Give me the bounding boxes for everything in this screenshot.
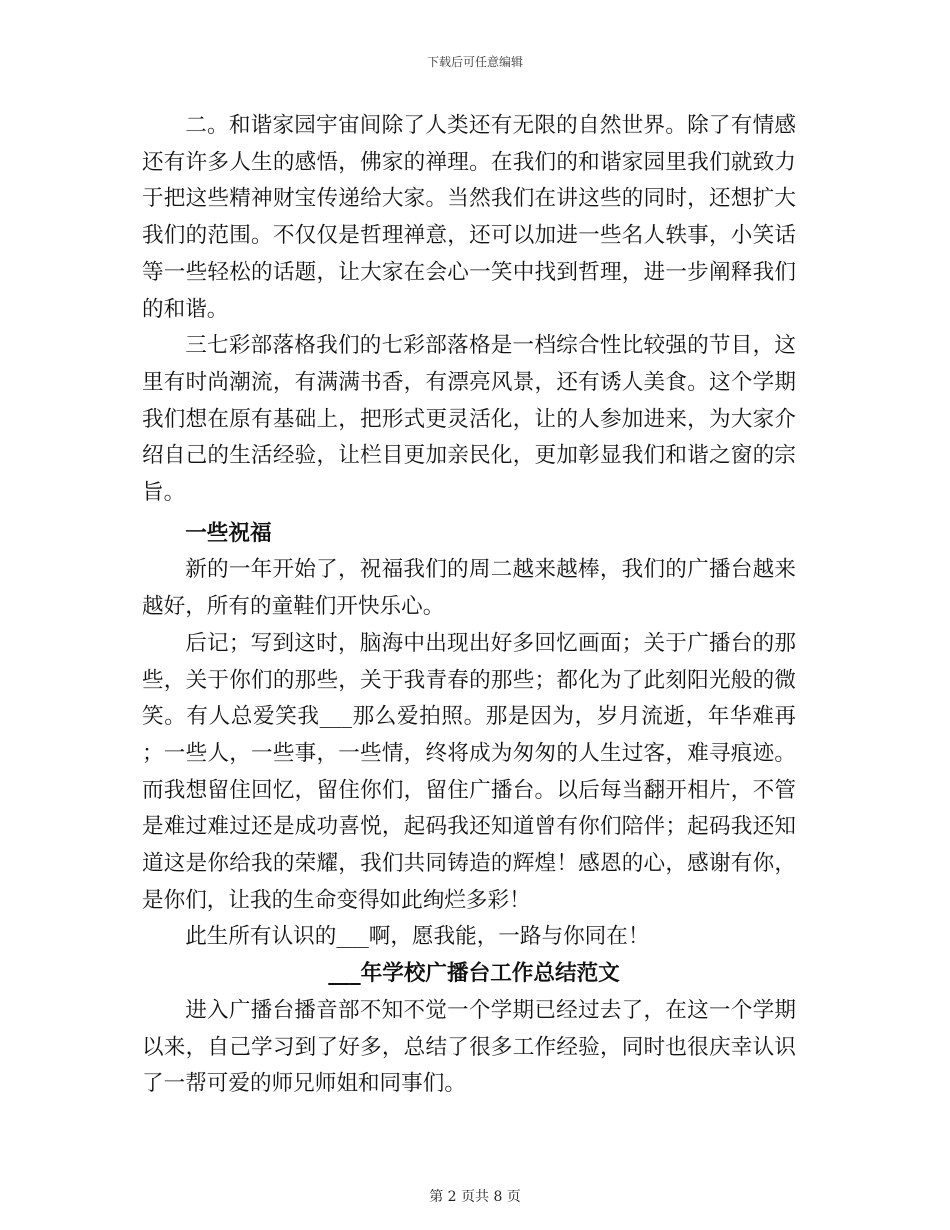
paragraph-intro: 进入广播台播音部不知不觉一个学期已经过去了，在这一个学期以来，自己学习到了好多，总结了很多工作经验，同时也很庆幸认识了一帮可爱的师兄师姐和同事们。 xyxy=(142,997,796,1097)
paragraph-new-year-blessing: 新的一年开始了，祝福我们的周二越来越棒，我们的广播台越来越好，所有的童鞋们开快乐心。 xyxy=(142,557,796,620)
document-body xyxy=(142,108,796,1103)
section-heading-blessings: 一些祝福 xyxy=(185,520,272,546)
paragraph-colorful-blog: 三七彩部落格我们的七彩部落格是一档综合性比较强的节目，这里有时尚潮流，有满满书香，有漂亮风景，还有诱人美食。这个学期我们想在原有基础上，把形式更灵活化，让的人参加进来，为大家介绍自己的生活经验，让栏目更加亲民化，更加彰显我们和谐之窗的宗旨。 xyxy=(142,333,796,506)
document-title: ___年学校广播台工作总结范文 xyxy=(328,961,620,987)
paragraph-closing-wish: 此生所有认识的___啊，愿我能，一路与你同在！ xyxy=(185,924,650,950)
page-number: 第 2 页共 8 页 xyxy=(429,1189,521,1205)
page-header: 下载后可任意编辑 xyxy=(426,55,523,69)
paragraph-harmony-home: 二。和谐家园宇宙间除了人类还有无限的自然世界。除了有情感还有许多人生的感悟，佛家的禅理。在我们的和谐家园里我们就致力于把这些精神财宝传递给大家。当然我们在讲这些的同时，还想扩大我们的范围。不仅仅是哲理禅意，还可以加进一些名人轶事，小笑话等一些轻松的话题，让大家在会心一笑中找到哲理，进一步阐释我们的和谐。 xyxy=(142,113,796,322)
paragraph-postscript: 后记；写到这时，脑海中出现出好多回忆画面；关于广播台的那些，关于你们的那些，关于我青春的那些；都化为了此刻阳光般的微笑。有人总爱笑我___那么爱拍照。那是因为，岁月流逝，年华难再；一些人，一些事，一些情，终将成为匆匆的人生过客，难寻痕迹。而我想留住回忆，留住你们，留住广播台。以后每当翻开相片，不管是难过难过还是成功喜悦，起码我还知道曾有你们陪伴；起码我还知道这是你给我的荣耀，我们共同铸造的辉煌！感恩的心，感谢有你，是你们，让我的生命变得如此绚烂多彩！ xyxy=(142,630,796,913)
